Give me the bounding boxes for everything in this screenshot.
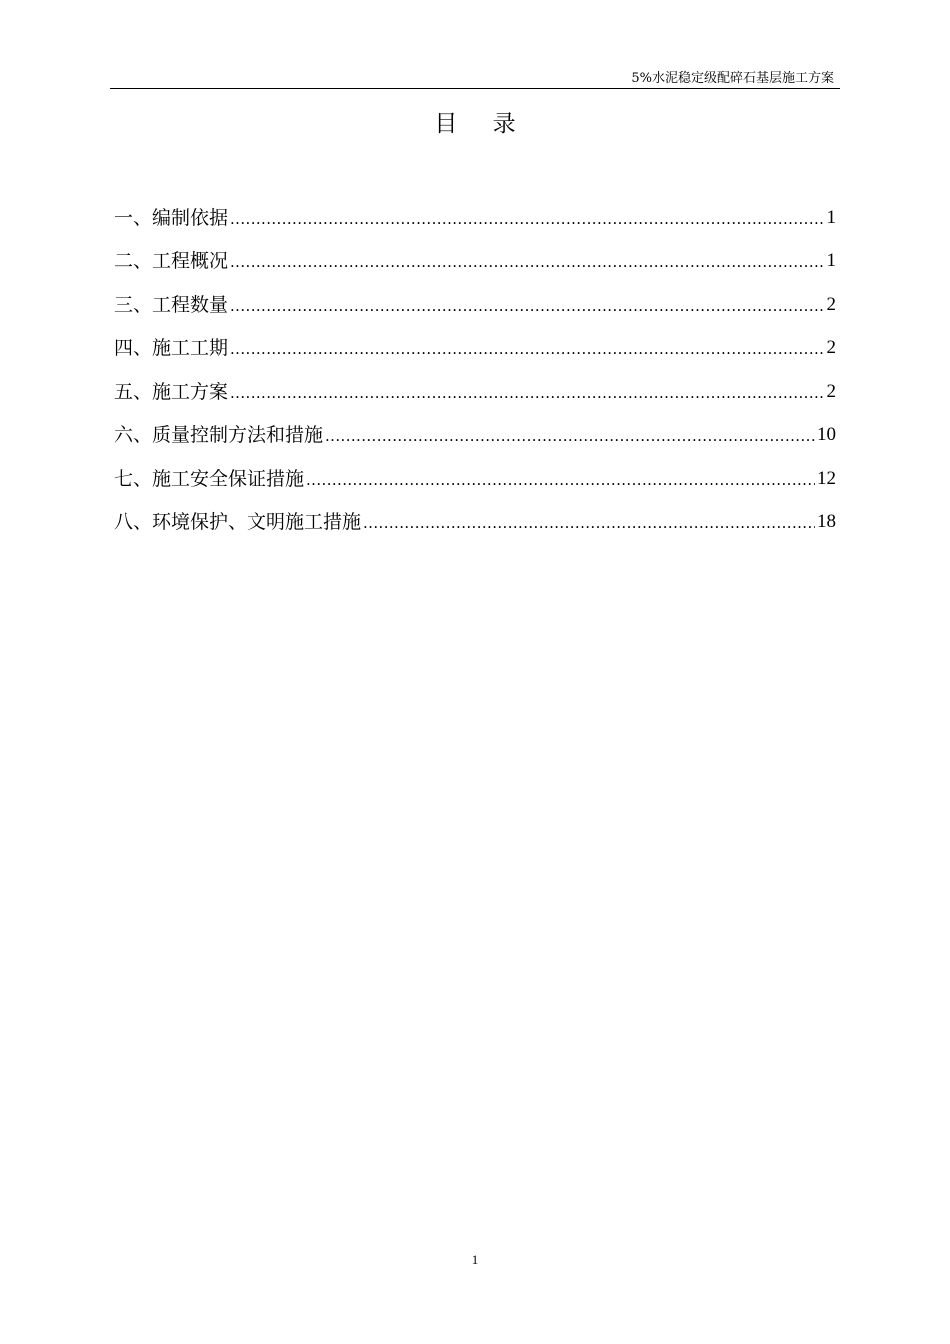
toc-entry-page: 10 [817,424,836,445]
header-rule [110,88,840,89]
toc-entry-label: 八、环境保护、文明施工措施 [114,511,362,533]
toc-dot-leader [230,247,824,275]
toc-dot-leader [363,508,815,536]
toc-entry-label: 三、工程数量 [114,293,229,316]
toc-dot-leader [230,334,824,362]
page-number: 1 [471,1252,479,1267]
toc-entry-page: 2 [826,380,836,402]
toc-dot-leader [306,465,815,493]
toc-entry[interactable] [114,188,836,232]
toc-title: 目 录 [434,111,530,137]
toc-entry[interactable] [114,362,836,406]
toc-entry-label: 五、施工方案 [114,380,229,403]
toc-entry-label: 六、质量控制方法和措施 [114,424,324,446]
toc-entry-label: 四、施工工期 [114,337,229,359]
toc-entry-page: 12 [817,467,836,489]
toc-entry-page: 2 [826,337,836,358]
toc-dot-leader [230,291,824,319]
toc-entry-page: 18 [817,511,836,532]
toc-entry[interactable] [114,275,836,319]
toc-entry-label: 一、编制依据 [114,206,229,229]
toc-entry[interactable] [114,406,836,450]
toc-dot-leader [230,378,824,406]
toc-entry[interactable] [114,493,836,537]
toc-entry-page: 1 [826,206,836,228]
toc-entry[interactable] [114,319,836,363]
toc-entry-label: 二、工程概况 [114,250,229,272]
toc-dot-leader [230,204,824,232]
toc-entry-page: 1 [826,250,836,271]
toc-entry[interactable] [114,449,836,493]
table-of-contents [114,188,836,536]
toc-entry-page: 2 [826,293,836,315]
toc-dot-leader [325,421,815,449]
toc-entry-label: 七、施工安全保证措施 [114,467,305,490]
toc-entry[interactable] [114,232,836,276]
running-header: 5%水泥稳定级配碎石基层施工方案 [631,71,834,86]
